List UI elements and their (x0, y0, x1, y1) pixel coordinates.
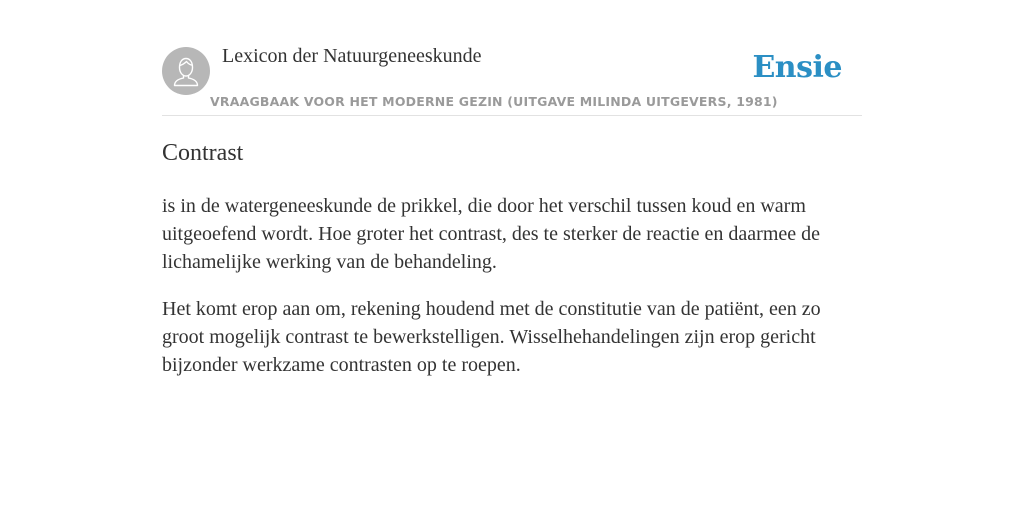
definition-paragraph: is in de watergeneeskunde de prikkel, die door het verschil tussen koud en warm uitgeoefend wordt. Hoe groter het contrast, des te sterker de reactie en daarmee de lichamelijke werking van de behandeling. (162, 195, 821, 273)
user-silhouette-icon[interactable] (162, 47, 210, 95)
definition-paragraph: Het komt erop aan om, rekening houdend met de constitutie van de patiënt, een zo groot mogelijk contrast te bewerkstelligen. Wisselhehandelingen zijn erop gericht bijzonder werkzame contrasten op te roepen. (162, 298, 821, 376)
entry-header (162, 44, 862, 116)
entry-term: Contrast (162, 140, 244, 166)
source-subtitle: VRAAGBAAK VOOR HET MODERNE GEZIN (UITGAVE MILINDA UITGEVERS, 1981) (210, 94, 778, 109)
entry-definition (162, 192, 862, 398)
source-title[interactable]: Lexicon der Natuurgeneeskunde (222, 45, 482, 67)
brand-logo[interactable]: Ensie (752, 50, 842, 85)
